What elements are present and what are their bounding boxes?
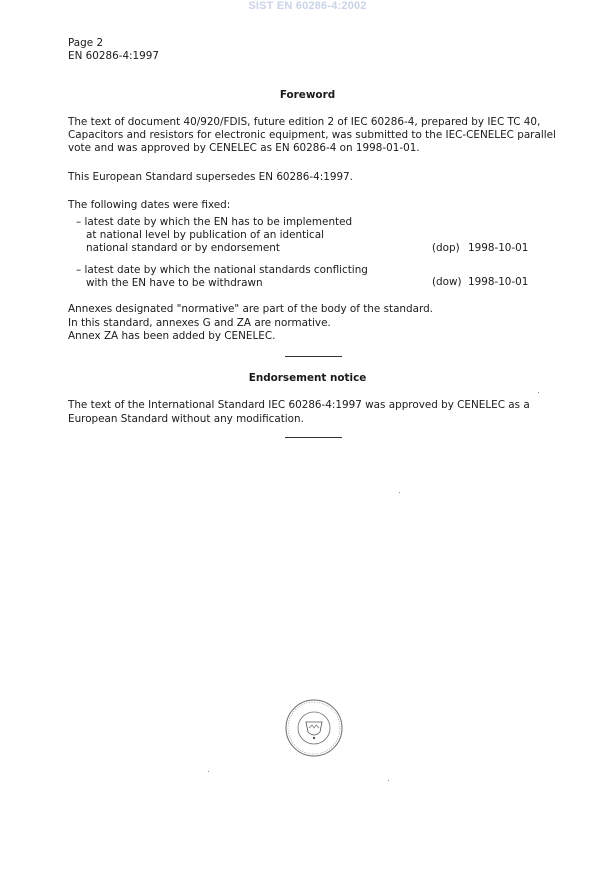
foreword-para1-line2: Capacitors and resistors for electronic equipment, was submitted to the IEC-CENELEC parallel: [68, 129, 556, 141]
end-divider: [285, 437, 342, 438]
foreword-title: Foreword: [279, 89, 336, 101]
endorsement-line2: European Standard without any modification.: [68, 413, 304, 425]
official-seal-icon: [284, 698, 344, 758]
page-number: Page 2: [68, 37, 104, 49]
dow-code: (dow): [432, 276, 462, 288]
dop-line1: – latest date by which the EN has to be implemented: [76, 216, 353, 228]
annex-line2: In this standard, annexes G and ZA are normative.: [68, 317, 331, 329]
dop-line3: national standard or by endorsement: [86, 242, 280, 254]
foreword-para1-line3: vote and was approved by CENELEC as EN 60286-4 on 1998-01-01.: [68, 142, 420, 154]
annex-line1: Annexes designated "normative" are part of the body of the standard.: [68, 303, 433, 315]
annex-line3: Annex ZA has been added by CENELEC.: [68, 330, 276, 342]
dow-line1: – latest date by which the national standards conflicting: [76, 264, 368, 276]
dow-line2: with the EN have to be withdrawn: [86, 277, 263, 289]
dop-line2: at national level by publication of an identical: [86, 229, 325, 241]
endorsement-line1: The text of the International Standard IEC 60286-4:1997 was approved by CENELEC as a: [68, 399, 530, 411]
scan-speck: [388, 780, 389, 781]
foreword-para1-line1: The text of document 40/920/FDIS, future edition 2 of IEC 60286-4, prepared by IEC TC 40,: [68, 116, 541, 128]
scan-speck: [538, 392, 539, 393]
watermark: SIST EN 60286-4:2002: [248, 0, 367, 12]
dop-code: (dop): [432, 242, 460, 254]
endorsement-title: Endorsement notice: [248, 372, 367, 384]
section-divider: [285, 356, 342, 357]
supersedes-text: This European Standard supersedes EN 60286-4:1997.: [68, 171, 353, 183]
document-id: EN 60286-4:1997: [68, 50, 159, 62]
dop-date: 1998-10-01: [468, 242, 529, 254]
scan-speck: [208, 771, 209, 772]
scan-speck: [399, 492, 400, 493]
dates-intro: The following dates were fixed:: [68, 199, 231, 211]
dow-date: 1998-10-01: [468, 276, 529, 288]
